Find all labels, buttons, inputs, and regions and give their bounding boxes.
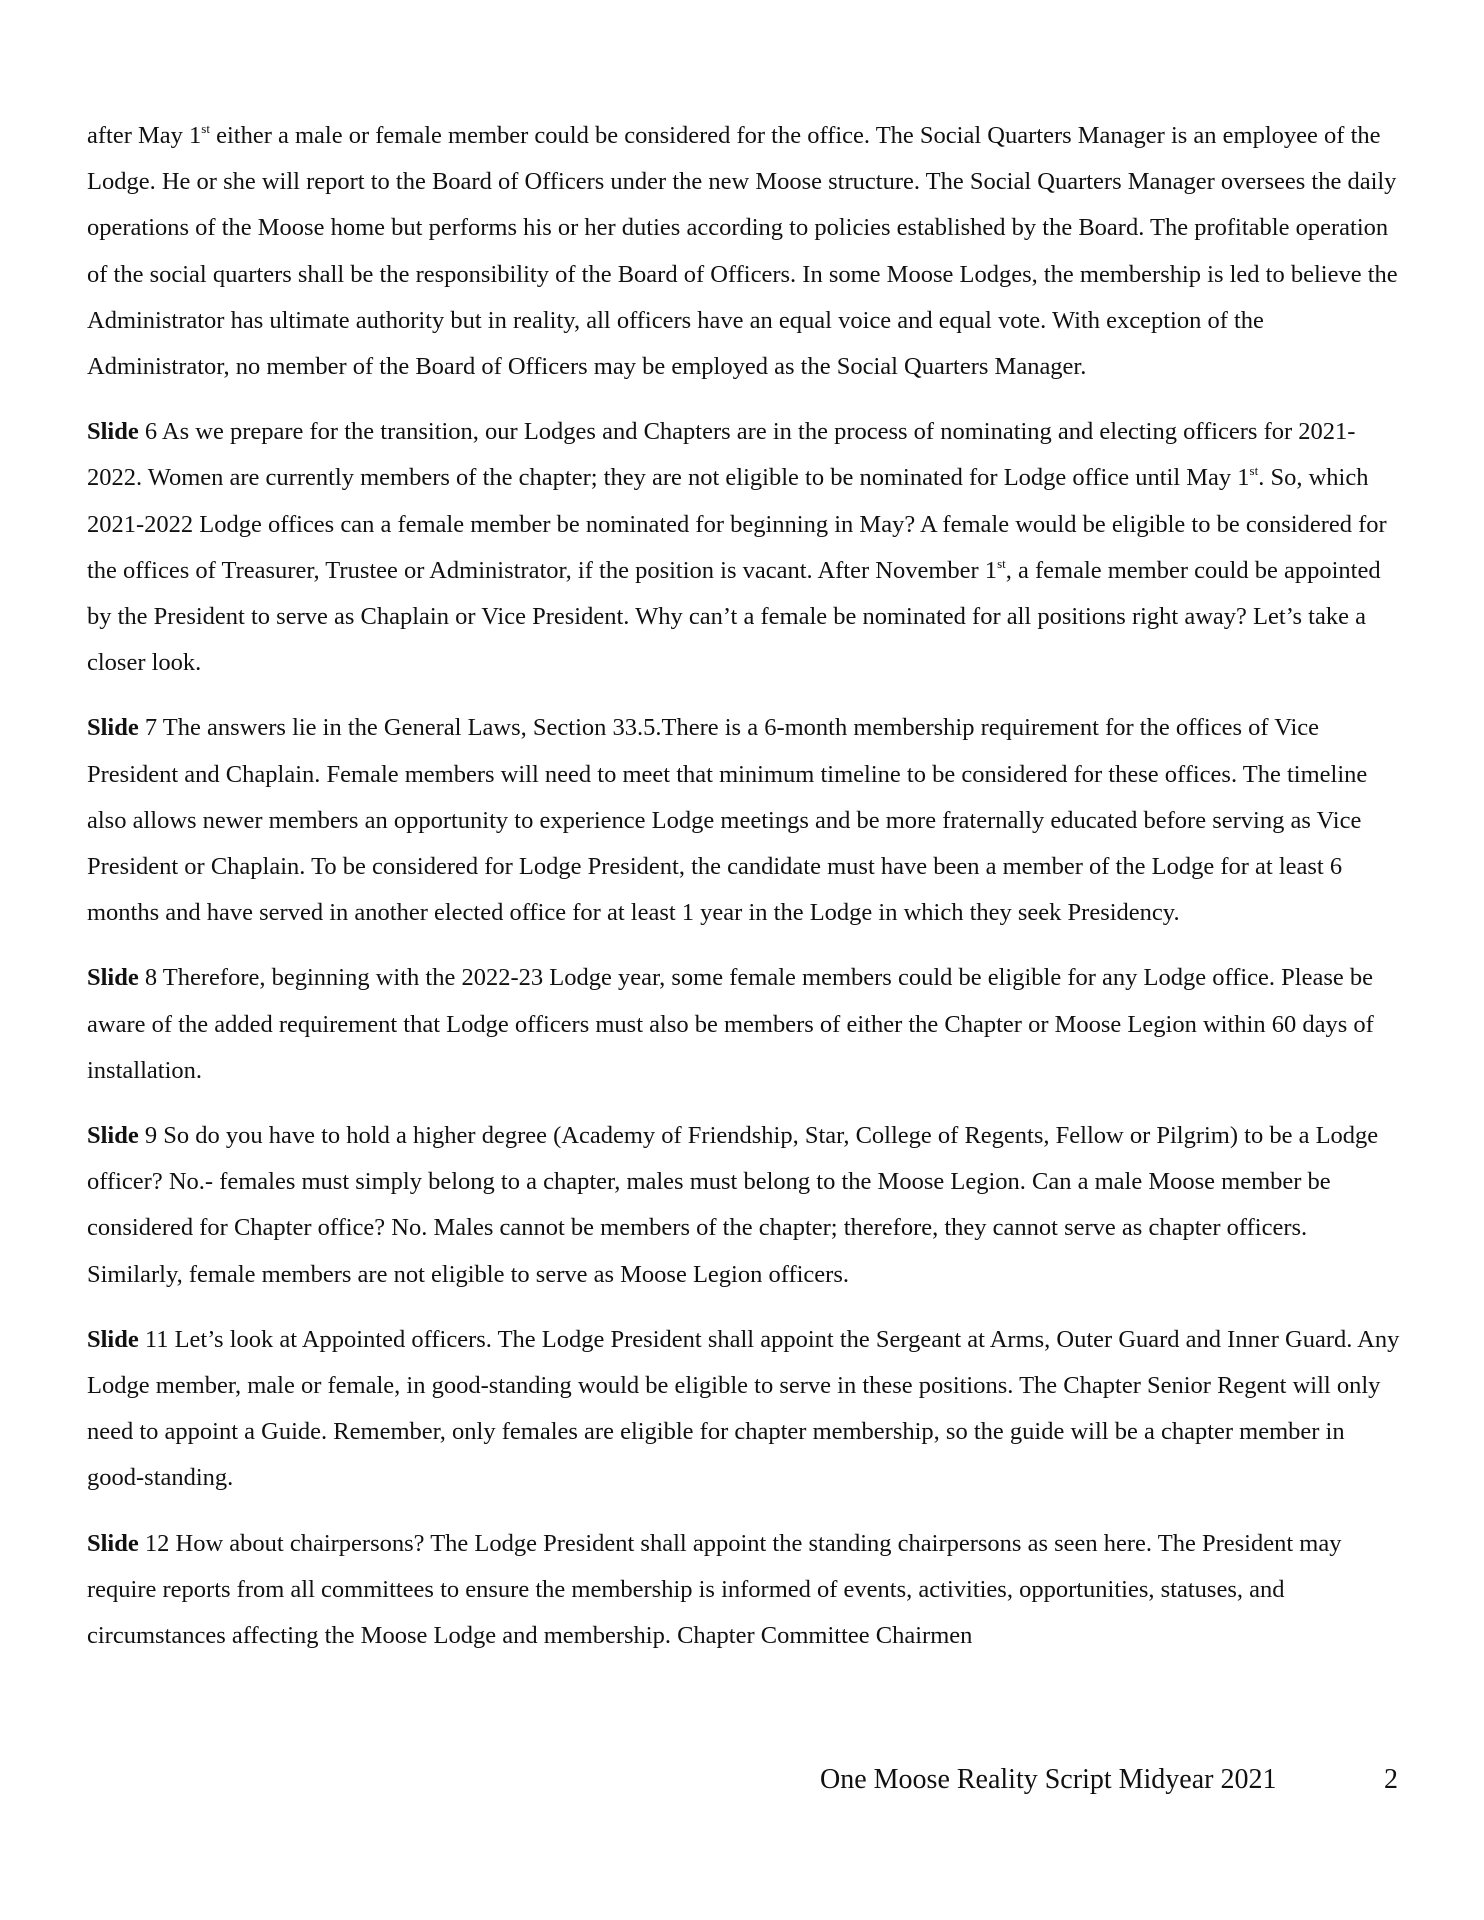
paragraph [87, 1317, 1407, 1502]
paragraph-text: , a female member could be appointed by the President to serve as Chaplain or Vice President. Why can’t a female be nominated for all positions right away? Let’s take a closer look. [87, 556, 1381, 677]
slide-label: Slide [87, 1325, 139, 1353]
paragraph [87, 705, 1407, 936]
paragraph-text: after May 1 [87, 122, 202, 149]
paragraph-text: 7 The answers lie in the General Laws, Section 33.5.There is a 6-month membership requirement for the offices of Vice President and Chaplain. Female members will need to meet that minimum timeline to be considered for these offices. The timeline also allows newer members an opportunity to experience Lodge meetings and be more fraternally educated before serving as Vice President or Chaplain. To be considered for Lodge President, the candidate must have been a member of the Lodge for at least 6 months and have served in another elected office for at least 1 year in the Lodge in which they seek Presidency. [87, 714, 1368, 927]
paragraph-text: . So, which 2021-2022 Lodge offices can a female member be nominated for beginning in May? A female would be eligible to be considered for the offices of Treasurer, Trustee or Administrator, if the position is vacant. After November 1 [87, 464, 1387, 584]
paragraph [87, 955, 1407, 1094]
paragraph-text: 6 As we prepare for the transition, our Lodges and Chapters are in the process of nominating and electing officers for 2021-2022. Women are currently members of the chapter; they are not eligible to be nominated for Lodge office until May 1 [87, 418, 1356, 492]
paragraph [87, 1521, 1407, 1660]
slide-label: Slide [87, 1529, 139, 1557]
paragraph-text: 8 Therefore, beginning with the 2022-23 Lodge year, some female members could be eligible for any Lodge office. Please be aware of the added requirement that Lodge officers must also be members of either the Chapter or Moose Legion within 60 days of installation. [87, 964, 1374, 1084]
document-body [87, 113, 1407, 1678]
paragraph-text: 9 So do you have to hold a higher degree (Academy of Friendship, Star, College of Regents, Fellow or Pilgrim) to be a Lodge officer? No.- females must simply belong to a chapter, males must belong to the Moose Legion. Can a male Moose member be considered for Chapter office? No. Males cannot be members of the chapter; therefore, they cannot serve as chapter officers. Similarly, female members are not eligible to serve as Moose Legion officers. [87, 1122, 1379, 1288]
paragraph [87, 113, 1407, 390]
ordinal-superscript: st [201, 121, 210, 136]
paragraph-text: 12 How about chairpersons? The Lodge President shall appoint the standing chairpersons as seen here. The President may require reports from all committees to ensure the membership is informed of events, activities, opportunities, statuses, and circumstances affecting the Moose Lodge and membership. Chapter Committee Chairmen [87, 1529, 1342, 1650]
slide-label: Slide [87, 1122, 139, 1150]
slide-label: Slide [87, 418, 139, 446]
paragraph [87, 1113, 1407, 1298]
slide-label: Slide [87, 714, 139, 742]
paragraph [87, 409, 1407, 686]
footer-title: One Moose Reality Script Midyear 2021 [820, 1764, 1277, 1795]
paragraph-text: 11 Let’s look at Appointed officers. The Lodge President shall appoint the Sergeant at Arms, Outer Guard and Inner Guard. Any Lodge member, male or female, in good-standing would be eligible to serve in these positions. The Chapter Senior Regent will only need to appoint a Guide. Remember, only females are eligible for chapter membership, so the guide will be a chapter member in good-standing. [87, 1325, 1400, 1492]
slide-label: Slide [87, 964, 139, 992]
ordinal-superscript: st [1249, 463, 1259, 479]
paragraph-text: either a male or female member could be considered for the office. The Social Quarters Manager is an employee of the Lodge. He or she will report to the Board of Officers under the new Moose structure. The Social Quarters Manager oversees the daily operations of the Moose home but performs his or her duties according to policies established by the Board. The profitable operation of the social quarters shall be the responsibility of the Board of Officers. In some Moose Lodges, the membership is led to believe the Administrator has ultimate authority but in reality, all officers have an equal voice and equal vote. With exception of the Administrator, no member of the Board of Officers may be employed as the Social Quarters Manager. [87, 122, 1398, 381]
page-number: 2 [1384, 1764, 1398, 1795]
ordinal-superscript: st [997, 555, 1006, 571]
